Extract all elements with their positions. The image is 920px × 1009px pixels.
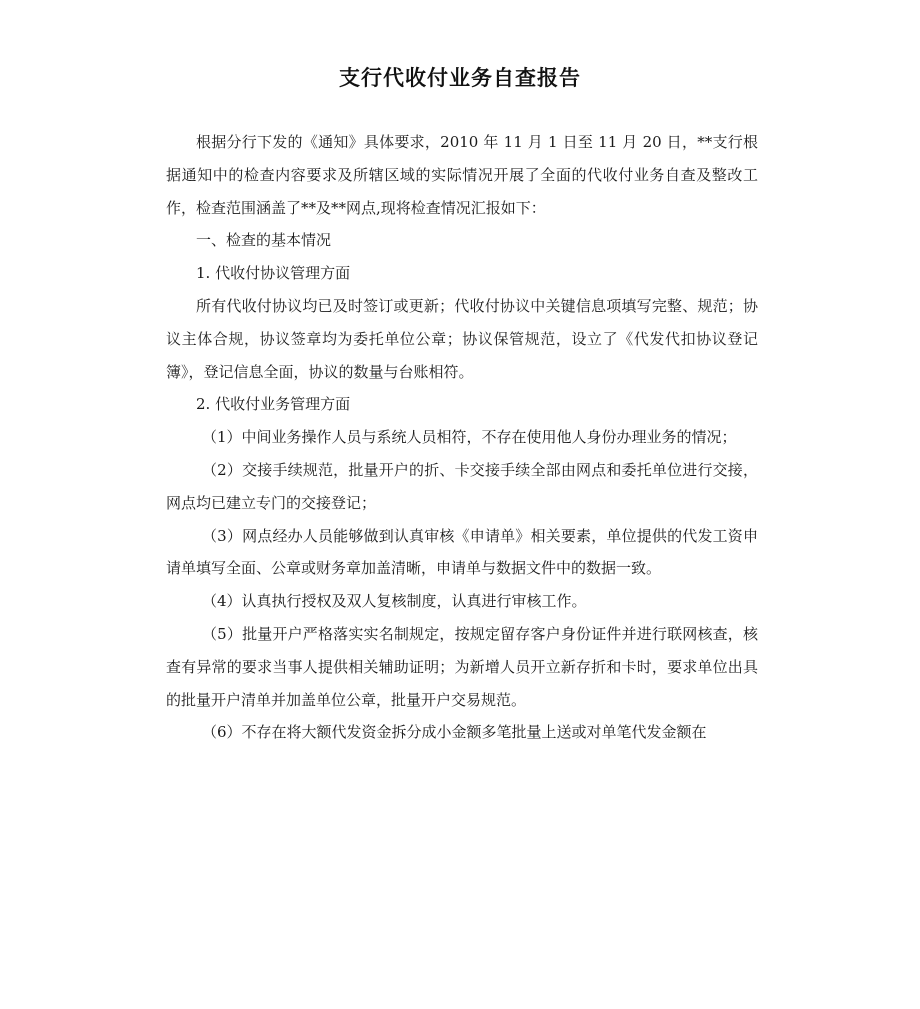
list-item-1: （1）中间业务操作人员与系统人员相符，不存在使用他人身份办理业务的情况； [202,428,737,447]
list-item-2: （2）交接手续规范，批量开户的折、卡交接手续全部由网点和委托单位进行交接，网点均已建立专门的交接登记； [166,460,758,512]
list-item-4: （4）认真执行授权及双人复核制度，认真进行审核工作。 [202,592,587,611]
subsection-heading-agreement-management: 1. 代收付协议管理方面 [196,264,351,283]
document-body [166,126,758,749]
list-item-3: （3）网点经办人员能够做到认真审核《申请单》相关要素，单位提供的代发工资申请单填写全面、公章或财务章加盖清晰，申请单与数据文件中的数据一致。 [166,526,758,578]
subsection-heading-business-management: 2. 代收付业务管理方面 [196,395,351,414]
document-title: 支行代收付业务自查报告 [339,66,581,90]
paragraph-intro: 根据分行下发的《通知》具体要求，2010 年 11 月 1 日至 11 月 20 日，**支行根据通知中的检查内容要求及所辖区域的实际情况开展了全面的代收付业务自查及整改工作，检查范围涵盖了**及**网点,现将检查情况汇报如下： [166,133,758,217]
list-item-5: （5）批量开户严格落实实名制规定，按规定留存客户身份证件并进行联网核查，核查有异常的要求当事人提供相关辅助证明；为新增人员开立新存折和卡时，要求单位出具的批量开户清单并加盖单位公章，批量开户交易规范。 [166,624,758,709]
paragraph-agreement-management: 所有代收付协议均已及时签订或更新；代收付协议中关键信息项填写完整、规范；协议主体合规，协议签章均为委托单位公章；协议保管规范，设立了《代发代扣协议登记簿》，登记信息全面，协议的数量与台账相符。 [166,296,758,381]
list-item-6: （6）不存在将大额代发资金拆分成小金额多笔批量上送或对单笔代发金额在 [202,723,707,742]
section-heading-basic-situation: 一、检查的基本情况 [196,231,332,250]
